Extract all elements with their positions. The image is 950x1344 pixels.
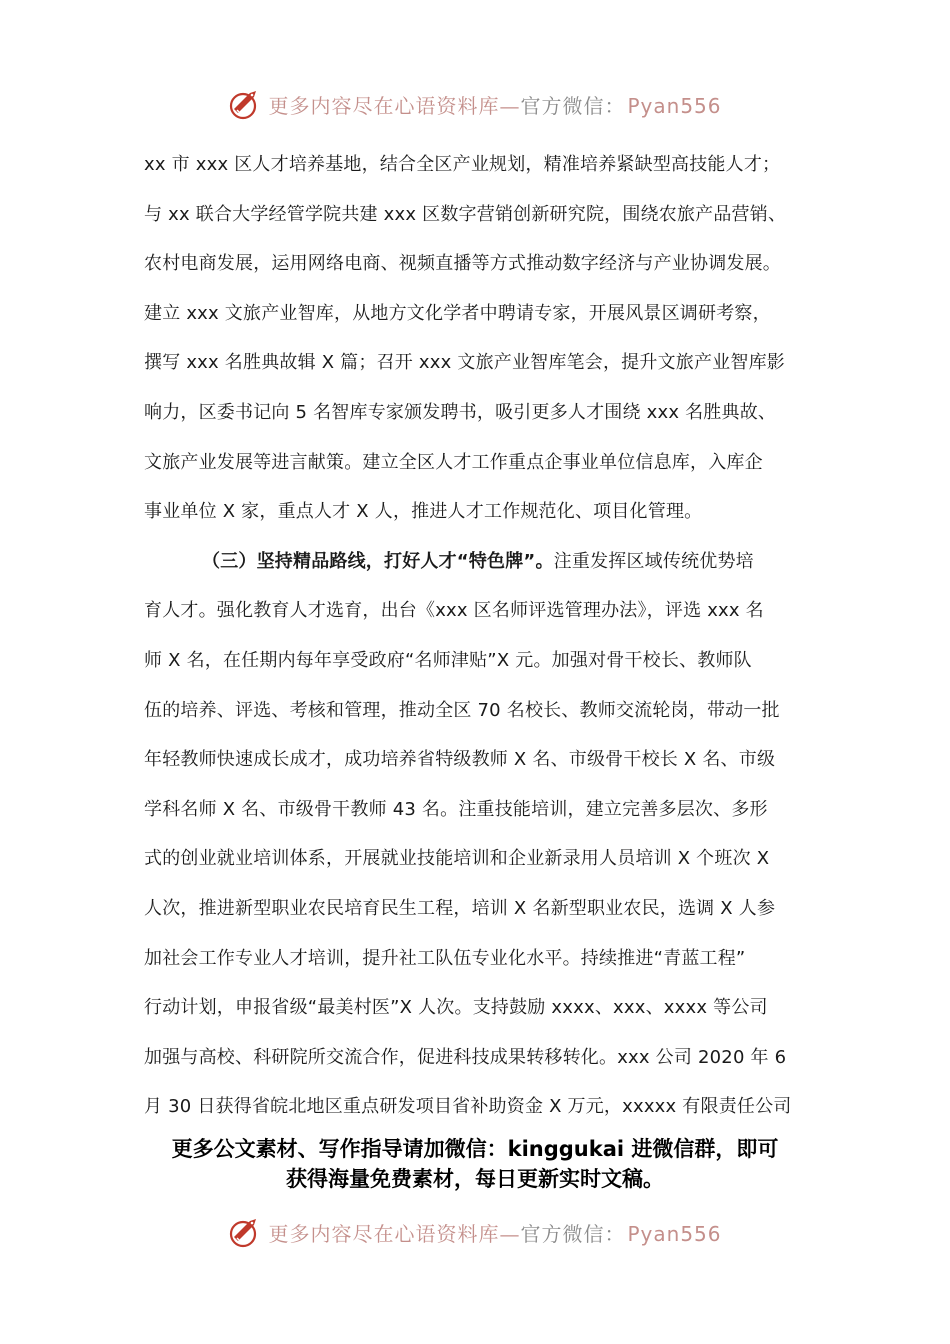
promo-banner bbox=[0, 1134, 950, 1194]
section-first-line-text: 注重发挥区域传统优势培 bbox=[553, 550, 754, 572]
body-line: 农村电商发展，运用网络电商、视频直播等方式推动数字经济与产业协调发展。 bbox=[144, 253, 781, 275]
body-line: 事业单位 X 家，重点人才 X 人，推进人才工作规范化、项目化管理。 bbox=[144, 501, 703, 523]
body-line: 人次，推进新型职业农民培育民生工程，培训 X 名新型职业农民，选调 X 人参 bbox=[144, 897, 776, 919]
promo-line-1: 更多公文素材、写作指导请加微信：kinggukai 进微信群，即可 bbox=[171, 1137, 779, 1161]
body-line: 与 xx 联合大学经管学院共建 xxx 区数字营销创新研究院，围绕农旅产品营销、 bbox=[144, 203, 787, 225]
body-line: 加强与高校、科研院所交流合作，促进科技成果转移转化。xxx 公司 2020 年 6 bbox=[144, 1046, 787, 1068]
header-wechat-label: 官方微信： bbox=[520, 1221, 626, 1246]
body-line: 伍的培养、评选、考核和管理，推动全区 70 名校长、教师交流轮岗，带动一批 bbox=[144, 699, 780, 721]
header-wechat-id: Pyan556 bbox=[627, 93, 722, 118]
header-brand-text: 更多内容尽在心语资料库 bbox=[268, 1221, 500, 1246]
body-line: 建立 xxx 文旅产业智库，从地方文化学者中聘请专家，开展风景区调研考察， bbox=[144, 302, 771, 324]
header-dash: — bbox=[499, 93, 521, 118]
watermark-header-bottom bbox=[0, 1210, 950, 1254]
body-line: xx 市 xxx 区人才培养基地，结合全区产业规划，精准培养紧缺型高技能人才； bbox=[144, 154, 781, 175]
body-line: 撰写 xxx 名胜典故辑 X 篇；召开 xxx 文旅产业智库笔会，提升文旅产业智库影 bbox=[144, 352, 785, 374]
body-line: 文旅产业发展等进言献策。建立全区人才工作重点企事业单位信息库，入库企 bbox=[144, 451, 763, 473]
header-brand-text: 更多内容尽在心语资料库 bbox=[268, 93, 500, 118]
body-line: 学科名师 X 名、市级骨干教师 43 名。注重技能培训，建立完善多层次、多形 bbox=[144, 798, 768, 820]
body-line: 育人才。强化教育人才选育，出台《xxx 区名师评选管理办法》，评选 xxx 名 bbox=[144, 600, 764, 622]
section-heading: （三）坚持精品路线，打好人才“特色牌”。 bbox=[202, 550, 554, 572]
header-dash: — bbox=[499, 1221, 521, 1246]
watermark-header-top bbox=[0, 82, 950, 126]
body-line: 行动计划，申报省级“最美村医”X 人次。支持鼓励 xxxx、xxx、xxxx 等公司 bbox=[144, 997, 768, 1019]
pen-nib-logo-icon bbox=[228, 1215, 262, 1249]
pen-nib-logo-icon bbox=[228, 87, 262, 121]
document-body bbox=[144, 140, 812, 1132]
body-line: 师 X 名，在任期内每年享受政府“名师津贴”X 元。加强对骨干校长、教师队 bbox=[144, 649, 752, 671]
header-wechat-label: 官方微信： bbox=[520, 93, 626, 118]
body-line: 加社会工作专业人才培训，提升社工队伍专业化水平。持续推进“青蓝工程” bbox=[144, 947, 746, 969]
body-line: 式的创业就业培训体系，开展就业技能培训和企业新录用人员培训 X 个班次 X bbox=[144, 848, 770, 870]
body-line: 响力，区委书记向 5 名智库专家颁发聘书，吸引更多人才围绕 xxx 名胜典故、 bbox=[144, 401, 777, 423]
promo-line-2: 获得海量免费素材，每日更新实时文稿。 bbox=[286, 1167, 664, 1191]
body-line: 年轻教师快速成长成才，成功培养省特级教师 X 名、市级骨干校长 X 名、市级 bbox=[144, 749, 776, 771]
section-first-line bbox=[144, 537, 812, 587]
body-line: 月 30 日获得省皖北地区重点研发项目省补助资金 X 万元，xxxxx 有限责任公司 bbox=[144, 1096, 792, 1118]
header-wechat-id: Pyan556 bbox=[627, 1221, 722, 1246]
